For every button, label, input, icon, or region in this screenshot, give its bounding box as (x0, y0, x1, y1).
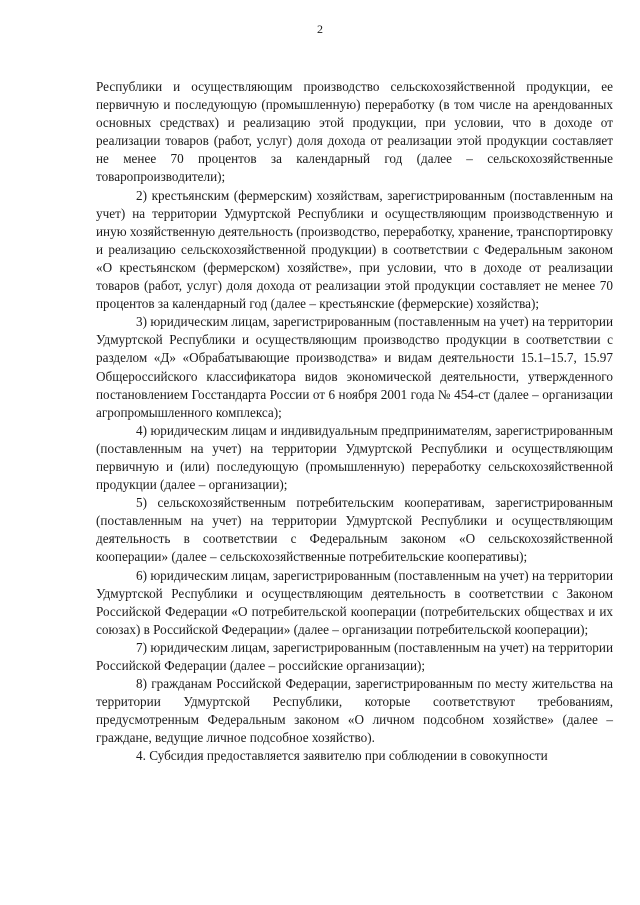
document-body (96, 78, 613, 766)
page-number: 2 (317, 22, 323, 36)
list-item-8: 8) гражданам Российской Федерации, зарегистрированным по месту жительства на территории Удмуртской Республики, которые соответствуют требованиям, предусмотренным Федеральным законом «О личном подсобном хозяйстве» (далее – граждане, ведущие личное подсобное хозяйство). (96, 676, 613, 746)
list-item-2: 2) крестьянским (фермерским) хозяйствам, зарегистрированным (поставленным на учет) на территории Удмуртской Республики и осуществляющим производственную и иную хозяйственную деятельность (производство, переработку, хранение, транспортировку и реализацию сельскохозяйственной продукции) в соответствии с Федеральным законом «О крестьянском (фермерском) хозяйстве», при условии, что в доходе от реализации товаров (работ, услуг) доля дохода от реализации этой продукции составляет не менее 70 процентов за календарный год (далее – крестьянские (фермерские) хозяйства); (96, 187, 613, 312)
list-item-5: 5) сельскохозяйственным потребительским кооперативам, зарегистрированным (поставленным на учет) на территории Удмуртской Республики и осуществляющим деятельность в соответствии с Федеральным законом «О сельскохозяйственной кооперации» (далее – сельскохозяйственные потребительские кооперативы); (96, 495, 613, 565)
list-item-4: 4) юридическим лицам и индивидуальным предпринимателям, зарегистрированным (поставленным на учет) на территории Удмуртской Республики и осуществляющим первичную и (или) последующую (промышленную) переработку сельскохозяйственной продукции (далее – организации); (96, 422, 613, 493)
list-item-3: 3) юридическим лицам, зарегистрированным (поставленным на учет) на территории Удмуртской Республики и осуществляющим производство продукции в соответствии с разделом «Д» «Обрабатывающие производства» и видам деятельности 15.1–15.7, 15.97 Общероссийского классификатора видов экономической деятельности, утвержденного постановлением Госстандарта России от 6 ноября 2001 года № 454-ст (далее – организации агропромышленного комплекса); (96, 314, 613, 420)
list-item-6: 6) юридическим лицам, зарегистрированным (поставленным на учет) на территории Удмуртской Республики и осуществляющим деятельность в соответствии с Законом Российской Федерации «О потребительской кооперации (потребительских обществах и их союзах) в Российской Федерации» (далее – организации потребительской кооперации); (96, 567, 613, 637)
paragraph-continuation: Республики и осуществляющим производство сельскохозяйственной продукции, ее первичную и последующую (промышленную) переработку (в том числе на арендованных основных средствах) и реализацию этой продукции, при условии, что в доходе от реализации товаров (работ, услуг) доля дохода от реализации этой продукции составляет не менее 70 процентов за календарный год (далее – сельскохозяйственные товаропроизводители); (96, 79, 613, 185)
list-item-7: 7) юридическим лицам, зарегистрированным (поставленным на учет) на территории Российской Федерации (далее – российские организации); (96, 639, 613, 673)
section-4-start: 4. Субсидия предоставляется заявителю при соблюдении в совокупности (136, 748, 548, 764)
